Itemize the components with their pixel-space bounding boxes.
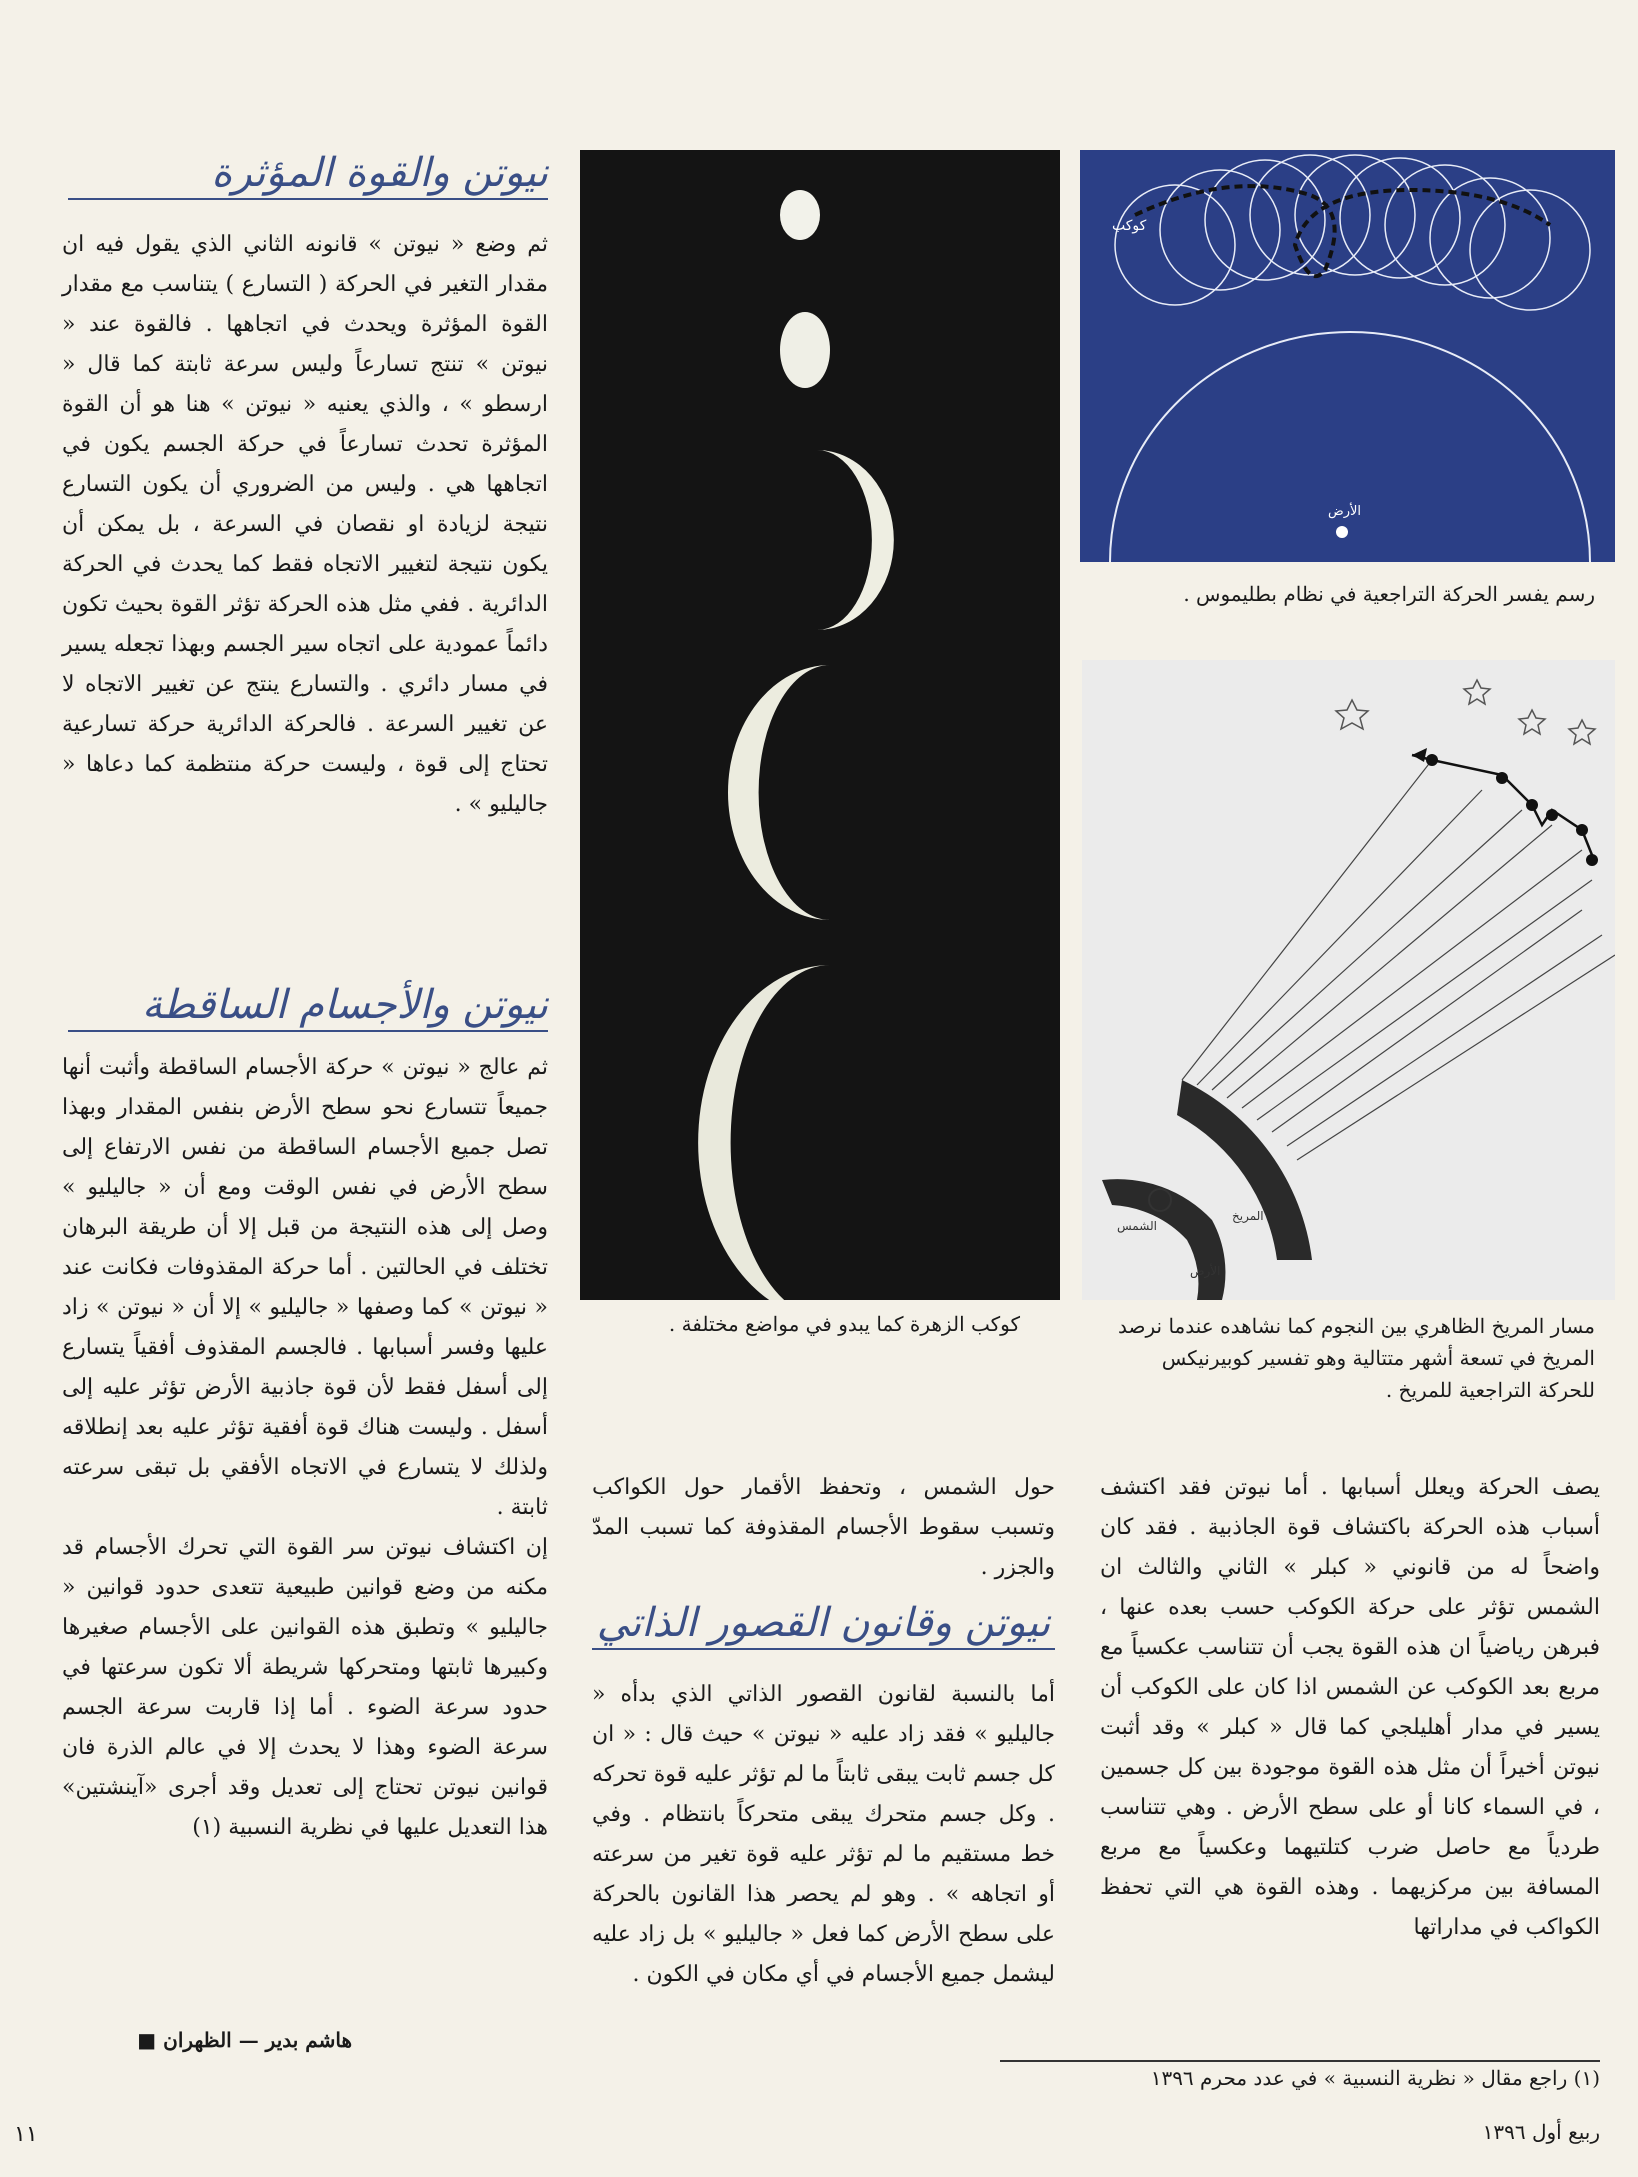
footnote: (١) راجع مقال « نظرية النسبية » في عدد محرم ١٣٩٦ — [1150, 2066, 1600, 2090]
mars-label-earth: الأرض — [1190, 1264, 1221, 1278]
author-name: هاشم بدير — الظهران — [163, 2028, 352, 2052]
left-col-text-2 — [62, 1048, 548, 1848]
mars-position — [1576, 824, 1588, 836]
ptolemy-caption: رسم يفسر الحركة التراجعية في نظام بطليموس . — [1183, 582, 1595, 606]
right-col-text — [1100, 1468, 1600, 1948]
mars-position — [1546, 809, 1558, 821]
venus-phase-2 — [780, 312, 830, 388]
sight-line — [1212, 810, 1522, 1090]
venus-phases-photo — [580, 150, 1060, 1300]
venus-phase-1 — [780, 190, 820, 240]
footnote-rule — [1000, 2060, 1600, 2062]
epicycle — [1385, 165, 1505, 285]
star-icon — [1464, 680, 1490, 704]
venus-phase-5 — [698, 965, 830, 1300]
mars-position — [1586, 854, 1598, 866]
square-bullet-icon: ■ — [137, 2028, 157, 2052]
mars-position — [1496, 772, 1508, 784]
middle-col-text — [592, 1468, 1055, 1588]
earth-marker — [1336, 526, 1348, 538]
epicycle — [1250, 155, 1370, 275]
venus-phase-3 — [817, 450, 894, 630]
epicycle — [1470, 190, 1590, 310]
earth-orbit-band — [1102, 1179, 1225, 1300]
ptolemy-retrograde-diagram — [1080, 150, 1615, 562]
mars-apparent-path — [1412, 755, 1592, 855]
issue-date: ربيع أول ١٣٩٦ — [1482, 2120, 1600, 2144]
ptolemy-label-planet: كوكب — [1112, 218, 1147, 234]
mars-position — [1526, 799, 1538, 811]
left-col-text-1 — [62, 225, 548, 825]
ptolemy-label-earth: الأرض — [1328, 504, 1362, 519]
page-number: ١١ — [14, 2122, 38, 2147]
paragraph: ثم عالج « نيوتن » حركة الأجسام الساقطة وأثبت أنها جميعاً تتسارع نحو سطح الأرض بنفس المقدار وبهذا تصل جميع الأجسام الساقطة من نفس الارتفاع إلى سطح الأرض في نفس الوقت ومع أن « جاليليو » وصل إلى هذه النتيجة من قبل إلا أن طريقة البرهان تختلف في الحالتين . أما حركة المقذوفات فكانت عند « نيوتن » كما وصفها « جاليليو » إلا أن « نيوتن » زاد عليها وفسر أسبابها . فالجسم المقذوف أفقياً يتسارع إلى أسفل فقط لأن قوة جاذبية الأرض تؤثر عليه إلى أسفل . وليست هناك قوة أفقية تؤثر عليه بعد إنطلاقه ولذلك لا يتسارع في الاتجاه الأفقي بل تبقى سرعته ثابتة . — [62, 1055, 548, 1520]
star-icon — [1519, 710, 1545, 734]
sight-line — [1227, 825, 1552, 1098]
paragraph: يصف الحركة ويعلل أسبابها . أما نيوتن فقد اكتشف أسباب هذه الحركة باكتشاف قوة الجاذبية . فقد كان واضحاً له من قانوني « كبلر » الثاني والثالث ان الشمس تؤثر على حركة الكوكب حسب بعده عنها ، فبرهن رياضياً ان هذه القوة يجب أن تتناسب عكسياً مع مربع بعد الكوكب عن الشمس اذا كان على الكوكب أن يسير في مدار أهليلجي كما قال « كبلر » وقد أثبت نيوتن أخيراً أن مثل هذه القوة موجودة بين كل جسمين ، في السماء كانا أو على سطح الأرض . وهي تتناسب طردياً مع حاصل ضرب كتلتيهما وعكسياً مع مربع المسافة بين مركزيهما . وهذه القوة هي التي تحفظ الكواكب في مداراتها — [1100, 1475, 1600, 1940]
paragraph: أما بالنسبة لقانون القصور الذاتي الذي بدأه « جاليليو » فقد زاد عليه « نيوتن » حيث قال : « ان كل جسم ثابت يبقى ثابتاً ما لم تؤثر عليه قوة تحركه . وكل جسم متحرك يبقى متحركاً بانتظام . وفي خط مستقيم ما لم تؤثر عليه قوة تغير من سرعته أو اتجاهه » . وهو لم يحصر هذا القانون بالحركة على سطح الأرض كما فعل « جاليليو » بل زاد عليه ليشمل جميع الأجسام في أي مكان في الكون . — [592, 1682, 1055, 1987]
mars-label-mars: المريخ — [1232, 1209, 1264, 1223]
heading-newton-force: نيوتن والقوة المؤثرة — [68, 150, 548, 200]
mars-retrograde-diagram — [1082, 660, 1615, 1300]
heading-newton-inertia: نيوتن وقانون القصور الذاتي — [592, 1600, 1055, 1650]
mars-label-sun: الشمس — [1117, 1219, 1157, 1233]
mars-caption: مسار المريخ الظاهري بين النجوم كما نشاهده عندما نرصد المريخ في تسعة أشهر متتالية وهو تفسير كوبيرنيكس للحركة التراجعية للمريخ . — [1118, 1314, 1595, 1402]
star-icon — [1336, 700, 1368, 729]
deferent-arc — [1110, 332, 1590, 562]
paragraph: حول الشمس ، وتحفظ الأقمار حول الكواكب وتسبب سقوط الأجسام المقذوفة كما تسبب المدّ والجزر . — [592, 1475, 1055, 1580]
epicycle — [1115, 185, 1235, 305]
sight-line — [1182, 760, 1432, 1080]
sight-line — [1242, 850, 1582, 1108]
sight-line — [1287, 935, 1602, 1146]
sight-line — [1197, 790, 1482, 1085]
direction-arrow — [1412, 748, 1427, 762]
author-signature — [62, 2028, 352, 2052]
venus-phase-4 — [728, 665, 830, 920]
paragraph: إن اكتشاف نيوتن سر القوة التي تحرك الأجسام قد مكنه من وضع قوانين طبيعية تتعدى حدود قوانين « جاليليو » وتطبق هذه القوانين على الأجسام صغيرها وكبيرها ثابتها ومتحركها شريطة ألا تكون سرعتها في حدود سرعة الضوء . أما إذا قاربت سرعة الجسم سرعة الضوء وهذا لا يحدث إلا في عالم الذرة فان قوانين نيوتن تحتاج إلى تعديل وقد أجرى «آينشتين» هذا التعديل عليها في نظرية النسبية (١) — [62, 1535, 548, 1840]
star-icon — [1569, 720, 1595, 744]
paragraph: ثم وضع « نيوتن » قانونه الثاني الذي يقول فيه ان مقدار التغير في الحركة ( التسارع ) يتناسب مع مقدار القوة المؤثرة ويحدث في اتجاهها . فالقوة عند « نيوتن » تنتج تسارعاً وليس سرعة ثابتة كما قال « ارسطو » ، والذي يعنيه « نيوتن » هنا هو أن القوة المؤثرة تحدث تسارعاً في حركة الجسم يكون في اتجاهها هي . وليس من الضروري أن يكون التسارع نتيجة لزيادة او نقصان في السرعة ، بل يمكن أن يكون نتيجة لتغيير الاتجاه فقط كما يحدث في الحركة الدائرية . ففي مثل هذه الحركة تؤثر القوة بحيث تكون دائماً عمودية على اتجاه سير الجسم وبهذا تجعله يسير في مسار دائري . والتسارع ينتج عن تغيير الاتجاه لا عن تغيير السرعة . فالحركة الدائرية حركة تسارعية تحتاج إلى قوة ، وليست حركة منتظمة كما دعاها « جاليليو » . — [62, 232, 548, 817]
epicycle — [1430, 178, 1550, 298]
heading-newton-falling-bodies: نيوتن والأجسام الساقطة — [68, 982, 548, 1032]
mars-position — [1426, 754, 1438, 766]
middle-col-text-2 — [592, 1675, 1055, 1995]
sight-line — [1257, 880, 1592, 1120]
venus-caption: كوكب الزهرة كما يبدو في مواضع مختلفة . — [668, 1312, 1020, 1336]
